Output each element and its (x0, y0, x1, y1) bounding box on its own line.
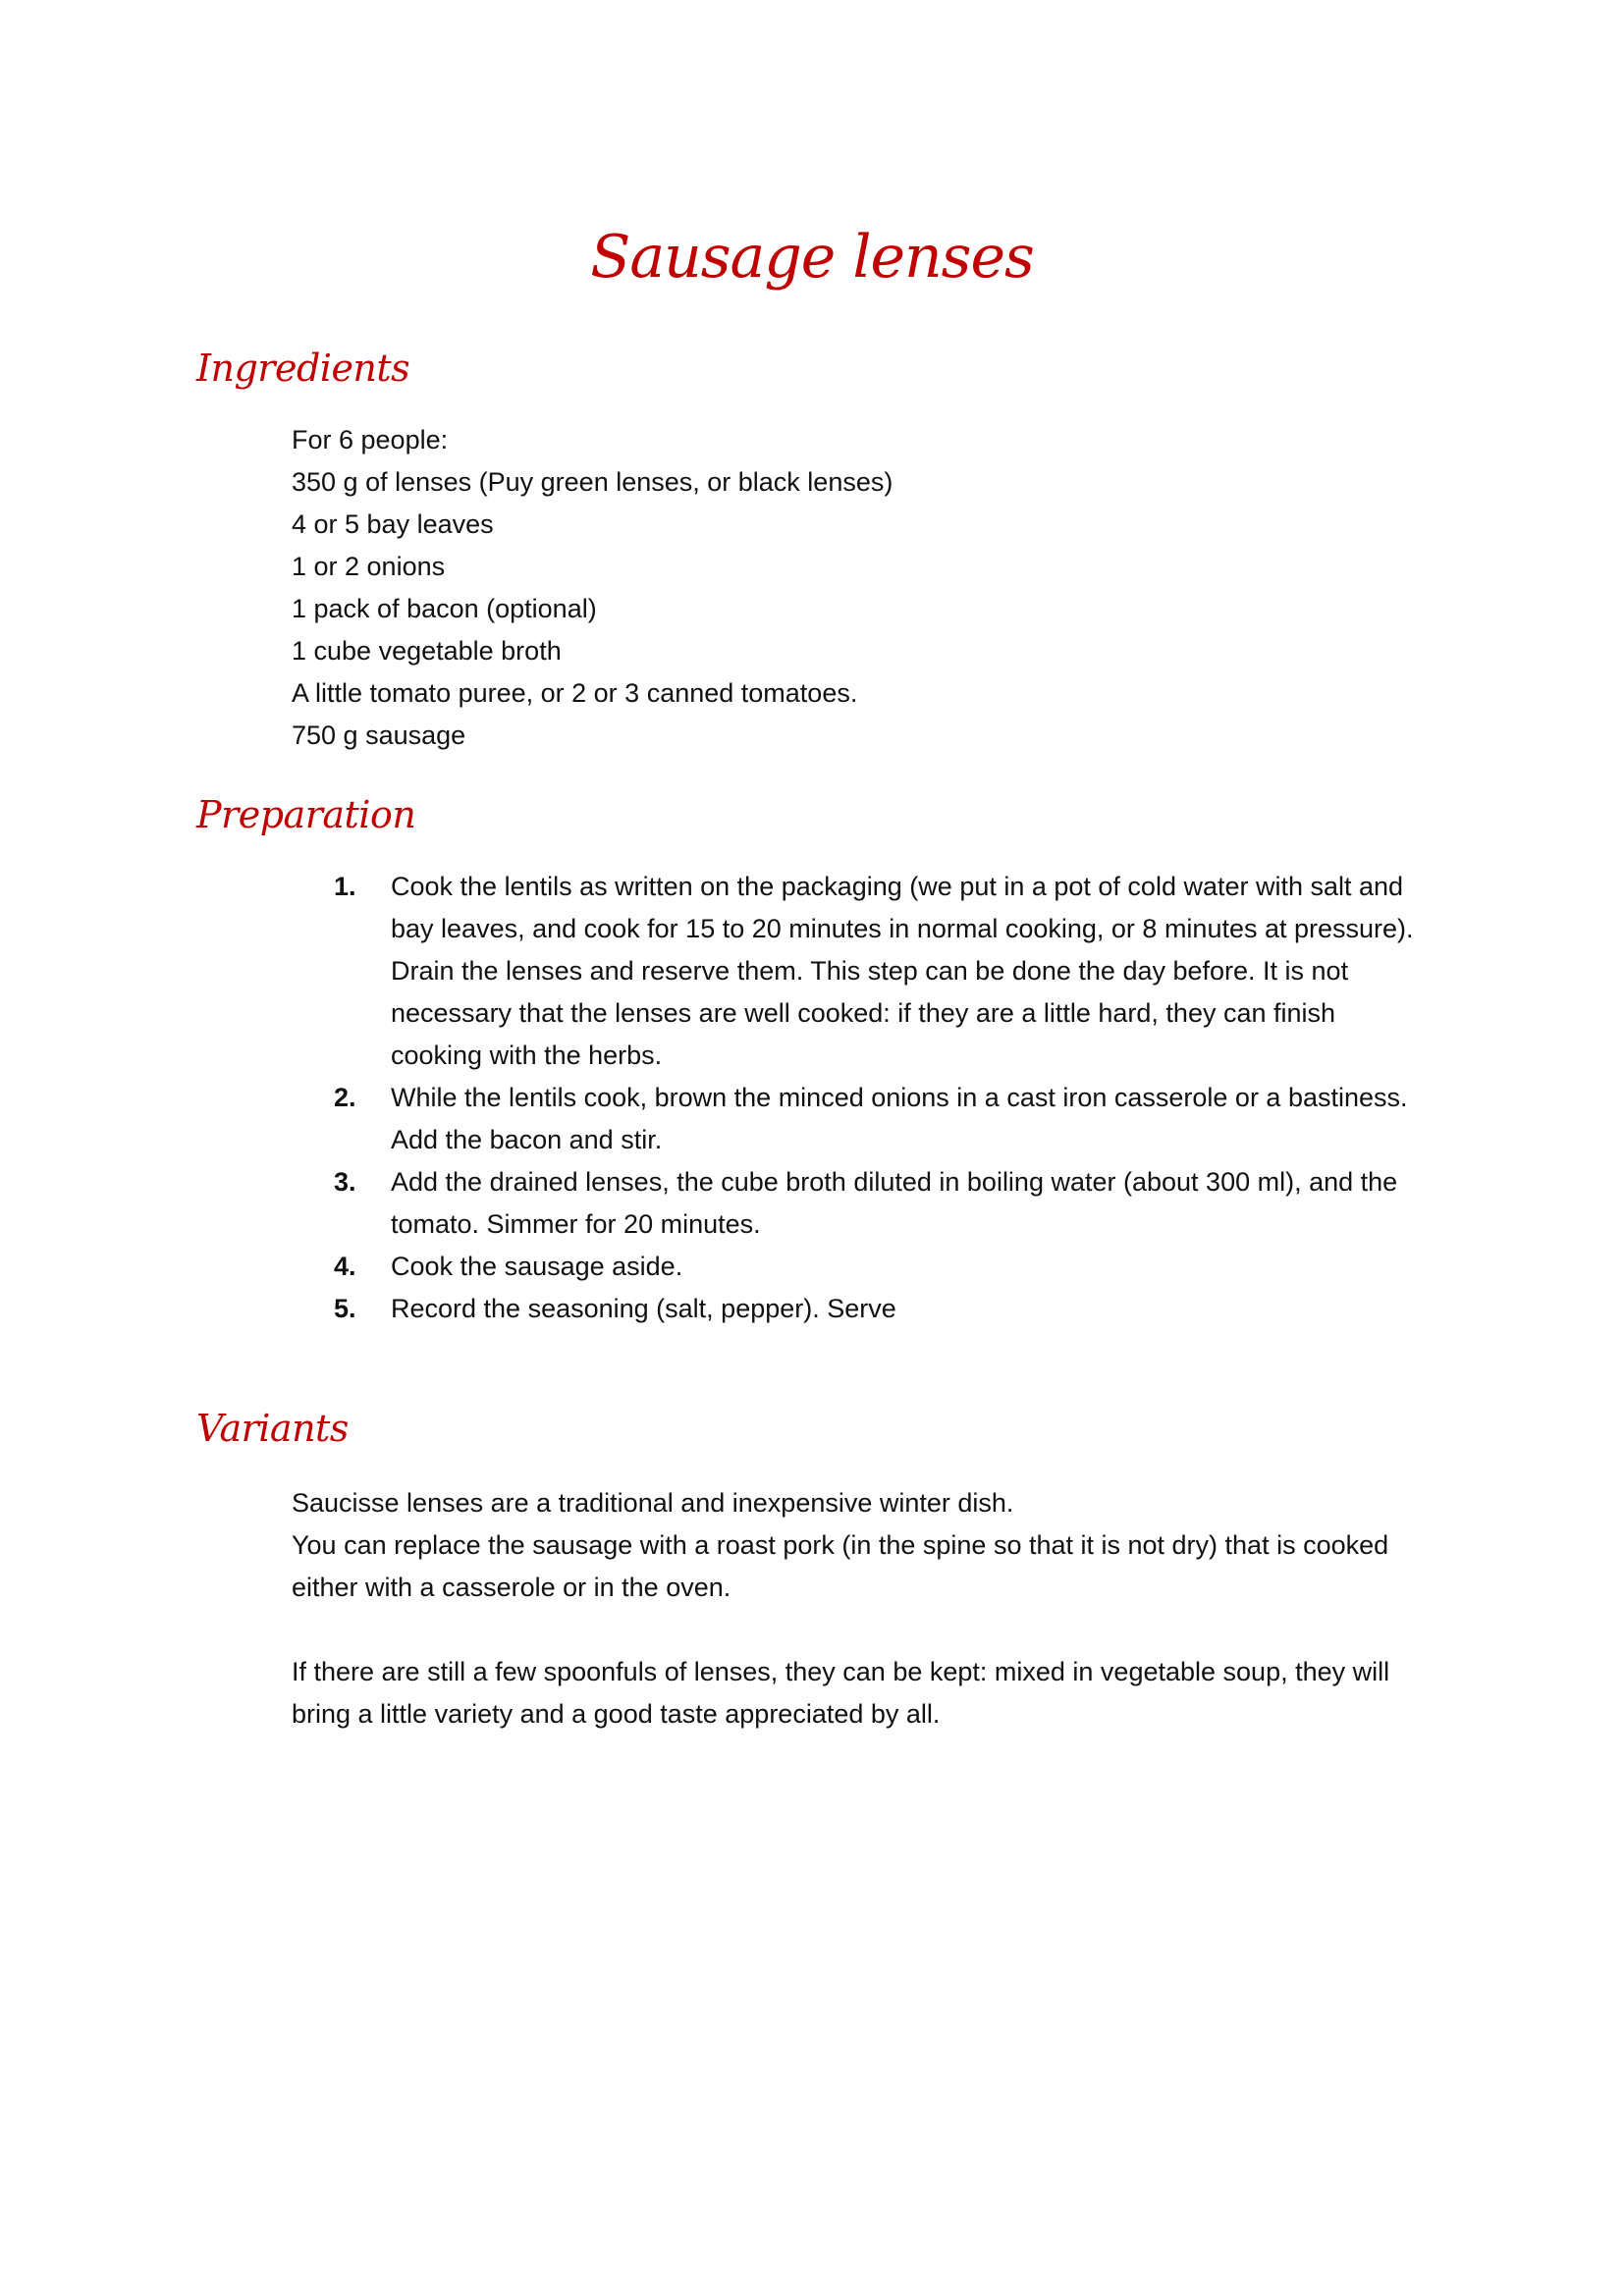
ingredient-line: For 6 people: (292, 425, 449, 454)
variants-paragraph: You can replace the sausage with a roast pork (in the spine so that it is not dry) that is cooked either with a casserole or in the oven. (292, 1530, 1389, 1602)
step-text: While the lentils cook, brown the minced onions in a cast iron casserole or a bastiness. Add the bacon and stir. (391, 1083, 1408, 1154)
variants-paragraph: Saucisse lenses are a traditional and inexpensive winter dish. (292, 1488, 1014, 1518)
ingredient-line: 1 cube vegetable broth (292, 636, 562, 666)
preparation-step (334, 1161, 1424, 1246)
ingredient-line: 750 g sausage (292, 721, 466, 750)
step-number: 5. (334, 1294, 356, 1323)
step-text: Cook the lentils as written on the packaging (we put in a pot of cold water with salt and bay leaves, and cook for 15 to 20 minutes in normal cooking, or 8 minutes at pressure). Drain the lenses and reserve them. This step can be done the day before. It is not necessary that the lenses are well cooked: if they are a little hard, they can finish cooking with the herbs. (391, 872, 1414, 1070)
ingredient-line: 4 or 5 bay leaves (292, 509, 494, 539)
ingredients-list (292, 419, 893, 757)
preparation-step (334, 866, 1424, 1077)
ingredient-line: A little tomato puree, or 2 or 3 canned tomatoes. (292, 678, 858, 708)
ingredient-line: 350 g of lenses (Puy green lenses, or black lenses) (292, 467, 893, 497)
preparation-steps (334, 866, 1424, 1330)
preparation-step (334, 1288, 1424, 1330)
ingredient-line: 1 pack of bacon (optional) (292, 594, 597, 623)
step-number: 1. (334, 872, 356, 901)
step-number: 2. (334, 1083, 356, 1112)
paragraph-spacer (292, 1609, 1450, 1651)
step-text: Add the drained lenses, the cube broth diluted in boiling water (about 300 ml), and the tomato. Simmer for 20 minutes. (391, 1167, 1398, 1239)
step-text: Record the seasoning (salt, pepper). Serve (391, 1294, 896, 1323)
preparation-step (334, 1077, 1424, 1161)
variants-heading: Variants (196, 1407, 349, 1450)
variants-text (292, 1482, 1450, 1735)
preparation-heading: Preparation (196, 793, 416, 836)
step-number: 3. (334, 1167, 356, 1197)
variants-paragraph: If there are still a few spoonfuls of lenses, they can be kept: mixed in vegetable soup, they will bring a little variety and a good taste appreciated by all. (292, 1657, 1390, 1729)
page-title: Sausage lenses (590, 223, 1034, 292)
step-text: Cook the sausage aside. (391, 1252, 683, 1281)
preparation-step (334, 1246, 1424, 1288)
ingredient-line: 1 or 2 onions (292, 552, 446, 581)
ingredients-heading: Ingredients (196, 347, 410, 390)
step-number: 4. (334, 1252, 356, 1281)
